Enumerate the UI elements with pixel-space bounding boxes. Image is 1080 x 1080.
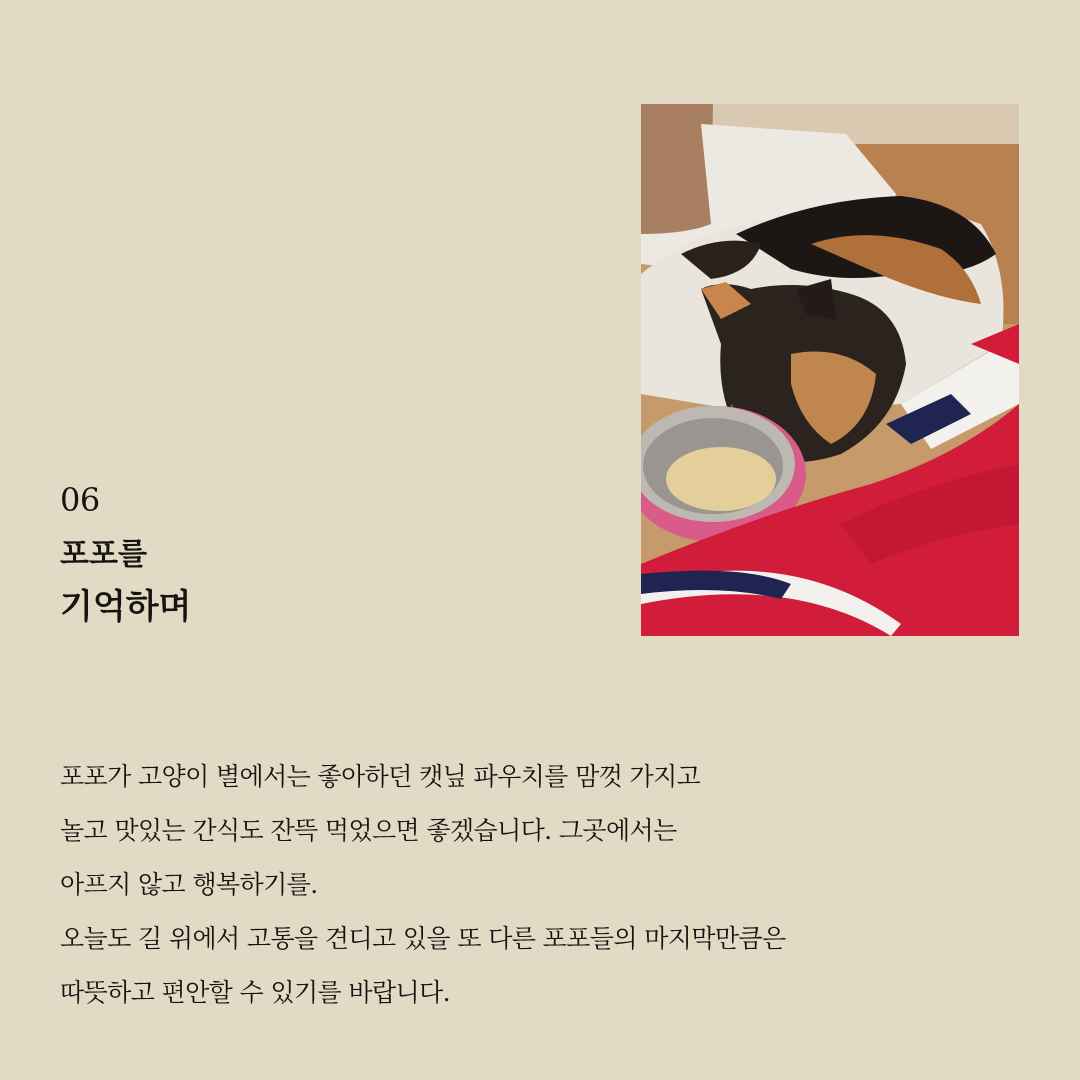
body-line-2: 놀고 맛있는 간식도 잔뜩 먹었으면 좋겠습니다. 그곳에서는 [60,816,677,845]
body-line-4: 오늘도 길 위에서 고통을 견디고 있을 또 다른 포포들의 마지막만큼은 [60,924,786,953]
body-text [60,750,1040,1020]
body-line-3: 아프지 않고 행복하기를. [60,870,318,899]
title-line-2: 기억하며 [60,587,192,627]
title-line-1: 포포를 [60,537,147,572]
body-line-1: 포포가 고양이 별에서는 좋아하던 캣닢 파우치를 맘껏 가지고 [60,762,701,791]
cat-photo-illustration [641,104,1019,636]
cat-photo [641,104,1019,636]
heading-block [60,478,191,634]
body-line-5: 따뜻하고 편안할 수 있기를 바랍니다. [60,978,450,1007]
section-number: 06 [60,481,100,519]
